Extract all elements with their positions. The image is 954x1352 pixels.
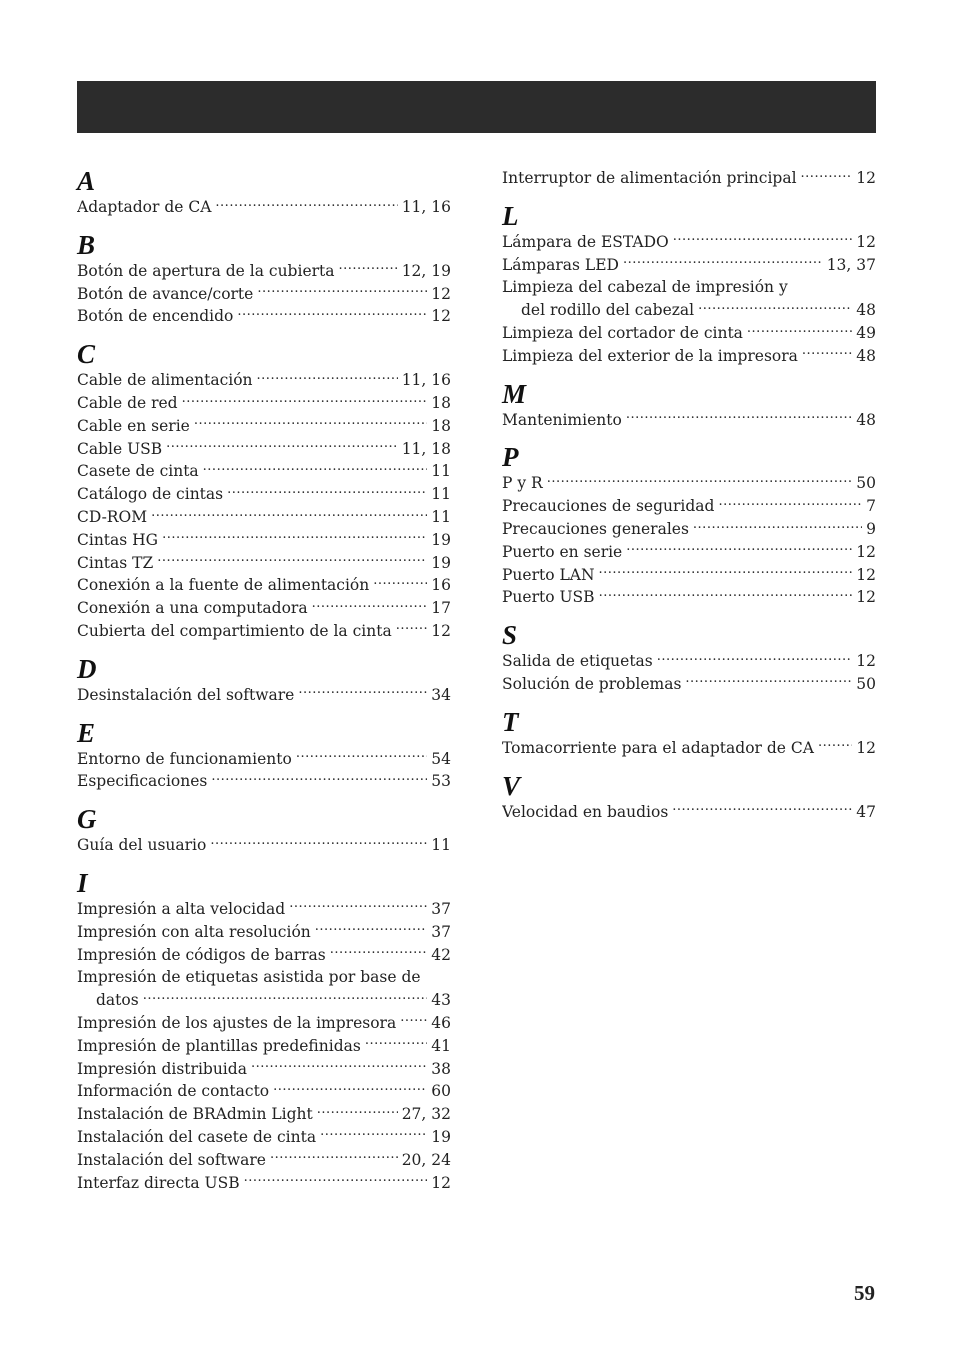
- entry-pages: 11, 16: [401, 371, 451, 390]
- entry-term: Cubierta del compartimiento de la cinta: [77, 621, 392, 640]
- index-entry: [77, 1012, 451, 1035]
- entry-term: Impresión de etiquetas asistida por base de: [77, 968, 421, 987]
- dot-leader: [296, 748, 427, 764]
- index-entry: [77, 438, 451, 461]
- entry-pages: 16: [431, 576, 451, 595]
- entry-pages: 48: [856, 410, 876, 429]
- section-letter: P: [502, 442, 519, 473]
- entry-pages: 38: [431, 1059, 451, 1078]
- entry-pages: 19: [431, 530, 451, 549]
- index-entry: [502, 322, 876, 345]
- dot-leader: [257, 283, 427, 299]
- entry-pages: 18: [431, 416, 451, 435]
- entry-term: Instalación del casete de cinta: [77, 1127, 317, 1146]
- dot-leader: [693, 518, 862, 534]
- index-section: [77, 166, 451, 219]
- dot-leader: [298, 684, 427, 700]
- dot-leader: [396, 620, 428, 636]
- index-column-right: [502, 166, 876, 834]
- entry-pages: 12: [856, 232, 876, 251]
- entry-pages: 12: [431, 1173, 451, 1192]
- dot-leader: [182, 392, 428, 408]
- dot-leader: [685, 673, 852, 689]
- dot-leader: [237, 306, 427, 322]
- index-entry: [77, 770, 451, 793]
- index-section: [502, 167, 876, 190]
- entry-pages: 12: [856, 169, 876, 187]
- index-entry: [77, 305, 451, 328]
- header-bar: [77, 81, 876, 133]
- index-entry: [77, 506, 451, 529]
- index-entry: [77, 1035, 451, 1058]
- entry-term: Catálogo de cintas: [77, 485, 224, 504]
- dot-leader: [143, 990, 428, 1006]
- entry-pages: 48: [856, 346, 876, 365]
- dot-leader: [257, 370, 398, 386]
- entry-pages: 48: [856, 301, 876, 320]
- entry-pages: 11: [431, 485, 451, 504]
- entry-term: Puerto en serie: [502, 542, 623, 561]
- entry-pages: 12, 19: [401, 261, 451, 280]
- index-entry: [77, 748, 451, 771]
- entry-pages: 12: [856, 652, 876, 671]
- index-section: [502, 201, 876, 368]
- dot-leader: [166, 438, 398, 454]
- index-entry: [77, 483, 451, 506]
- entry-pages: 11, 16: [401, 198, 451, 216]
- entry-pages: 12: [856, 588, 876, 607]
- entry-term: Casete de cinta: [77, 462, 199, 481]
- index-section: [77, 718, 451, 794]
- entry-term: Cable de red: [77, 393, 178, 412]
- index-section: [77, 654, 451, 707]
- entry-pages: 46: [431, 1013, 451, 1032]
- entry-pages: 11: [431, 836, 451, 855]
- entry-term: Instalación del software: [77, 1150, 266, 1169]
- dot-leader: [547, 473, 853, 489]
- section-letter: C: [77, 339, 96, 370]
- entry-pages: 60: [431, 1082, 451, 1101]
- dot-leader: [801, 168, 853, 184]
- index-entry: [77, 196, 451, 219]
- entry-pages: 53: [431, 772, 451, 791]
- entry-term: Cintas HG: [77, 530, 159, 549]
- index-entry: [502, 541, 876, 564]
- dot-leader: [194, 415, 427, 431]
- entry-term: Impresión de los ajustes de la impresora: [77, 1013, 397, 1032]
- dot-leader: [215, 197, 397, 213]
- entry-term: Especificaciones: [77, 772, 208, 791]
- index-entry: [502, 167, 876, 190]
- section-letter: L: [502, 200, 519, 231]
- entry-term: Entorno de funcionamiento: [77, 749, 292, 768]
- dot-leader: [270, 1149, 398, 1165]
- dot-leader: [317, 1104, 398, 1120]
- entry-pages: 50: [856, 674, 876, 693]
- entry-term: Lámpara de ESTADO: [502, 232, 669, 251]
- entry-term: Lámparas LED: [502, 255, 619, 274]
- entry-pages: 43: [431, 991, 451, 1010]
- entry-term: Limpieza del cabezal de impresión y: [502, 278, 788, 297]
- entry-term: Adaptador de CA: [77, 198, 212, 216]
- index-entry: [77, 1058, 451, 1081]
- dot-leader: [698, 300, 852, 316]
- entry-term: Interfaz directa USB: [77, 1173, 240, 1192]
- dot-leader: [672, 801, 852, 817]
- section-letter: G: [77, 804, 97, 835]
- index-entry: [77, 369, 451, 392]
- dot-leader: [203, 461, 428, 477]
- dot-leader: [626, 409, 852, 425]
- entry-term: Guía del usuario: [77, 836, 207, 855]
- index-entry: [77, 574, 451, 597]
- entry-pages: 17: [431, 599, 451, 618]
- entry-pages: 47: [856, 802, 876, 821]
- entry-term: Limpieza del cortador de cinta: [502, 323, 743, 342]
- entry-pages: 49: [856, 323, 876, 342]
- dot-leader: [623, 254, 823, 270]
- dot-leader: [251, 1058, 427, 1074]
- entry-term: Tomacorriente para el adaptador de CA: [502, 738, 814, 757]
- entry-pages: 7: [866, 497, 876, 516]
- index-entry: [77, 460, 451, 483]
- dot-leader: [157, 552, 427, 568]
- index-entry: [77, 392, 451, 415]
- section-letter: D: [77, 653, 97, 684]
- dot-leader: [315, 921, 428, 937]
- section-letter: A: [77, 166, 96, 196]
- entry-pages: 19: [431, 1127, 451, 1146]
- index-section: [77, 868, 451, 1194]
- entry-term: Impresión de códigos de barras: [77, 945, 326, 964]
- index-column-left: [77, 166, 451, 1205]
- index-entry: [502, 495, 876, 518]
- entry-term: Información de contacto: [77, 1082, 270, 1101]
- entry-pages: 9: [866, 519, 876, 538]
- entry-pages: 54: [431, 749, 451, 768]
- section-letter: S: [502, 620, 518, 651]
- entry-pages: 50: [856, 474, 876, 493]
- entry-term: Impresión a alta velocidad: [77, 899, 286, 918]
- dot-leader: [210, 835, 427, 851]
- index-section: [77, 339, 451, 643]
- index-entry: [77, 620, 451, 643]
- dot-leader: [657, 651, 853, 667]
- entry-term: Velocidad en baudios: [502, 802, 669, 821]
- entry-term: Cable en serie: [77, 416, 190, 435]
- index-entry: [502, 737, 876, 760]
- dot-leader: [599, 587, 853, 603]
- entry-pages: 42: [431, 945, 451, 964]
- entry-pages: 12: [856, 565, 876, 584]
- entry-term: Cable USB: [77, 439, 163, 458]
- section-letter: I: [77, 867, 88, 898]
- index-entry: [77, 597, 451, 620]
- entry-pages: 11, 18: [401, 439, 451, 458]
- entry-pages: 13, 37: [826, 255, 876, 274]
- index-entry: [502, 254, 876, 277]
- index-entry: [77, 1149, 451, 1172]
- index-entry: [77, 898, 451, 921]
- entry-term: datos: [96, 991, 139, 1010]
- entry-term: Conexión a la fuente de alimentación: [77, 576, 370, 595]
- dot-leader: [211, 771, 427, 787]
- entry-pages: 18: [431, 393, 451, 412]
- dot-leader: [802, 345, 852, 361]
- entry-term: Cable de alimentación: [77, 371, 253, 390]
- dot-leader: [373, 575, 427, 591]
- entry-term: Precauciones de seguridad: [502, 497, 715, 516]
- dot-leader: [151, 506, 427, 522]
- index-entry: [502, 518, 876, 541]
- entry-pages: 12: [431, 284, 451, 303]
- index-section: [502, 771, 876, 824]
- index-entry: [502, 650, 876, 673]
- entry-pages: 11: [431, 462, 451, 481]
- section-letter: T: [502, 706, 519, 737]
- entry-term: Solución de problemas: [502, 674, 682, 693]
- index-entry: [77, 684, 451, 707]
- index-section: [77, 230, 451, 328]
- dot-leader: [626, 541, 852, 557]
- entry-pages: 12: [431, 621, 451, 640]
- entry-term: Impresión distribuida: [77, 1059, 247, 1078]
- entry-pages: 37: [431, 922, 451, 941]
- index-entry: [77, 1172, 451, 1195]
- index-entry: [77, 921, 451, 944]
- index-entry: [77, 944, 451, 967]
- entry-term: Cintas TZ: [77, 553, 154, 572]
- dot-leader: [673, 231, 853, 247]
- index-entry: [502, 345, 876, 368]
- entry-term: Interruptor de alimentación principal: [502, 169, 797, 187]
- entry-term: Botón de apertura de la cubierta: [77, 261, 335, 280]
- dot-leader: [320, 1126, 427, 1142]
- entry-pages: 20, 24: [401, 1150, 451, 1169]
- entry-term: Conexión a una computadora: [77, 599, 308, 618]
- entry-term: Puerto USB: [502, 588, 595, 607]
- dot-leader: [330, 944, 428, 960]
- index-entry: [77, 552, 451, 575]
- entry-term: Precauciones generales: [502, 519, 689, 538]
- index-entry: [502, 231, 876, 254]
- entry-pages: 37: [431, 899, 451, 918]
- entry-pages: 27, 32: [401, 1105, 451, 1124]
- dot-leader: [289, 898, 427, 914]
- entry-term: Botón de avance/corte: [77, 284, 254, 303]
- dot-leader: [718, 496, 862, 512]
- index-entry-line: [77, 966, 451, 989]
- entry-term: Mantenimiento: [502, 410, 622, 429]
- section-letter: E: [77, 717, 96, 748]
- entry-pages: 34: [431, 685, 451, 704]
- entry-term: Puerto LAN: [502, 565, 595, 584]
- section-letter: V: [502, 770, 521, 801]
- dot-leader: [227, 484, 427, 500]
- index-section: [77, 804, 451, 857]
- dot-leader: [599, 564, 853, 580]
- section-letter: M: [502, 378, 527, 409]
- dot-leader: [162, 529, 427, 545]
- entry-term: Salida de etiquetas: [502, 652, 653, 671]
- dot-leader: [339, 260, 398, 276]
- index-entry: [77, 415, 451, 438]
- index-entry: [77, 260, 451, 283]
- entry-term: Impresión de plantillas predefinidas: [77, 1036, 361, 1055]
- index-entry: [502, 801, 876, 824]
- index-entry: [77, 529, 451, 552]
- index-section: [502, 379, 876, 432]
- section-letter: B: [77, 229, 96, 260]
- entry-pages: 12: [431, 307, 451, 326]
- dot-leader: [365, 1035, 427, 1051]
- index-entry: [502, 673, 876, 696]
- index-entry: [77, 1103, 451, 1126]
- index-section: [502, 442, 876, 609]
- dot-leader: [244, 1172, 428, 1188]
- dot-leader: [747, 322, 852, 338]
- entry-pages: 41: [431, 1036, 451, 1055]
- index-entry: [502, 586, 876, 609]
- entry-pages: 12: [856, 738, 876, 757]
- entry-pages: 11: [431, 507, 451, 526]
- entry-term: del rodillo del cabezal: [521, 301, 695, 320]
- index-entry: [502, 564, 876, 587]
- dot-leader: [273, 1081, 427, 1097]
- index-section: [502, 707, 876, 760]
- entry-term: Desinstalación del software: [77, 685, 295, 704]
- dot-leader: [818, 737, 852, 753]
- index-entry: [77, 1126, 451, 1149]
- entry-term: Botón de encendido: [77, 307, 234, 326]
- index-section: [502, 620, 876, 696]
- index-entry: [502, 299, 876, 322]
- index-entry: [77, 283, 451, 306]
- entry-pages: 12: [856, 542, 876, 561]
- dot-leader: [400, 1012, 427, 1028]
- index-entry: [77, 989, 451, 1012]
- index-entry: [77, 834, 451, 857]
- dot-leader: [312, 598, 428, 614]
- entry-term: Limpieza del exterior de la impresora: [502, 346, 798, 365]
- index-entry: [77, 1080, 451, 1103]
- entry-term: Impresión con alta resolución: [77, 922, 311, 941]
- page-number: 59: [854, 1281, 875, 1305]
- index-entry-line: [502, 276, 876, 299]
- entry-term: CD-ROM: [77, 507, 148, 526]
- entry-pages: 19: [431, 553, 451, 572]
- index-entry: [502, 472, 876, 495]
- index-entry: [502, 409, 876, 432]
- entry-term: Instalación de BRAdmin Light: [77, 1105, 313, 1124]
- entry-term: P y R: [502, 474, 543, 493]
